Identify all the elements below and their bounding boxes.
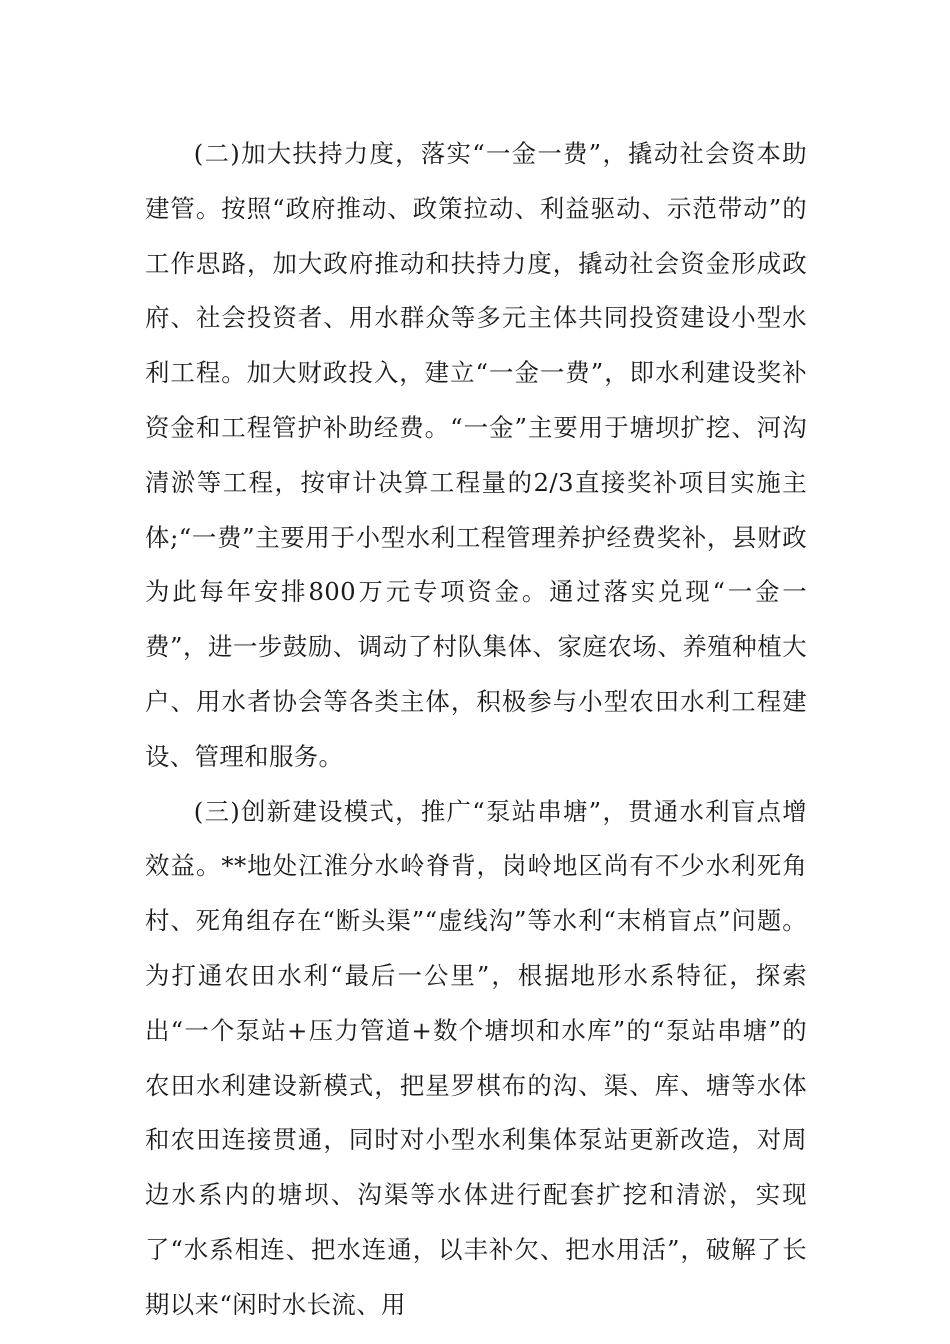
paragraph-pump-station-model: (三)创新建设模式，推广“泵站串塘”，贯通水利盲点增效益。**地处江淮分水岭脊背，岗岭地区尚有不少水利死角村、死角组存在“断头渠”“虚线沟”等水利“末梢盲点”问题。为打通农田水利“最后一公里”，根据地形水系特征，探索出“一个泵站+压力管道+数个塘坝和水库”的“泵站串塘”的农田水利建设新模式，把星罗棋布的沟、渠、库、塘等水体和农田连接贯通，同时对小型水利集体泵站更新改造，对周边水系内的塘坝、沟渠等水体进行配套扩挖和清淤，实现了“水系相连、把水连通，以丰补欠、把水用活”，破解了长期以来“闲时水长流、用 (145, 796, 807, 1319)
paragraph-support-funding: (二)加大扶持力度，落实“一金一费”，撬动社会资本助建管。按照“政府推动、政策拉动、利益驱动、示范带动”的工作思路，加大政府推动和扶持力度，撬动社会资金形成政府、社会投资者、用水群众等多元主体共同投资建设小型水利工程。加大财政投入，建立“一金一费”，即水利建设奖补资金和工程管护补助经费。“一金”主要用于塘坝扩挖、河沟清淤等工程，按审计决算工程量的2/3直接奖补项目实施主体;“一费”主要用于小型水利工程管理养护经费奖补，县财政为此每年安排800万元专项资金。通过落实兑现“一金一费”，进一步鼓励、调动了村队集体、家庭农场、养殖种植大户、用水者协会等各类主体，积极参与小型农田水利工程建设、管理和服务。 (145, 139, 807, 771)
document-body (145, 127, 807, 1333)
